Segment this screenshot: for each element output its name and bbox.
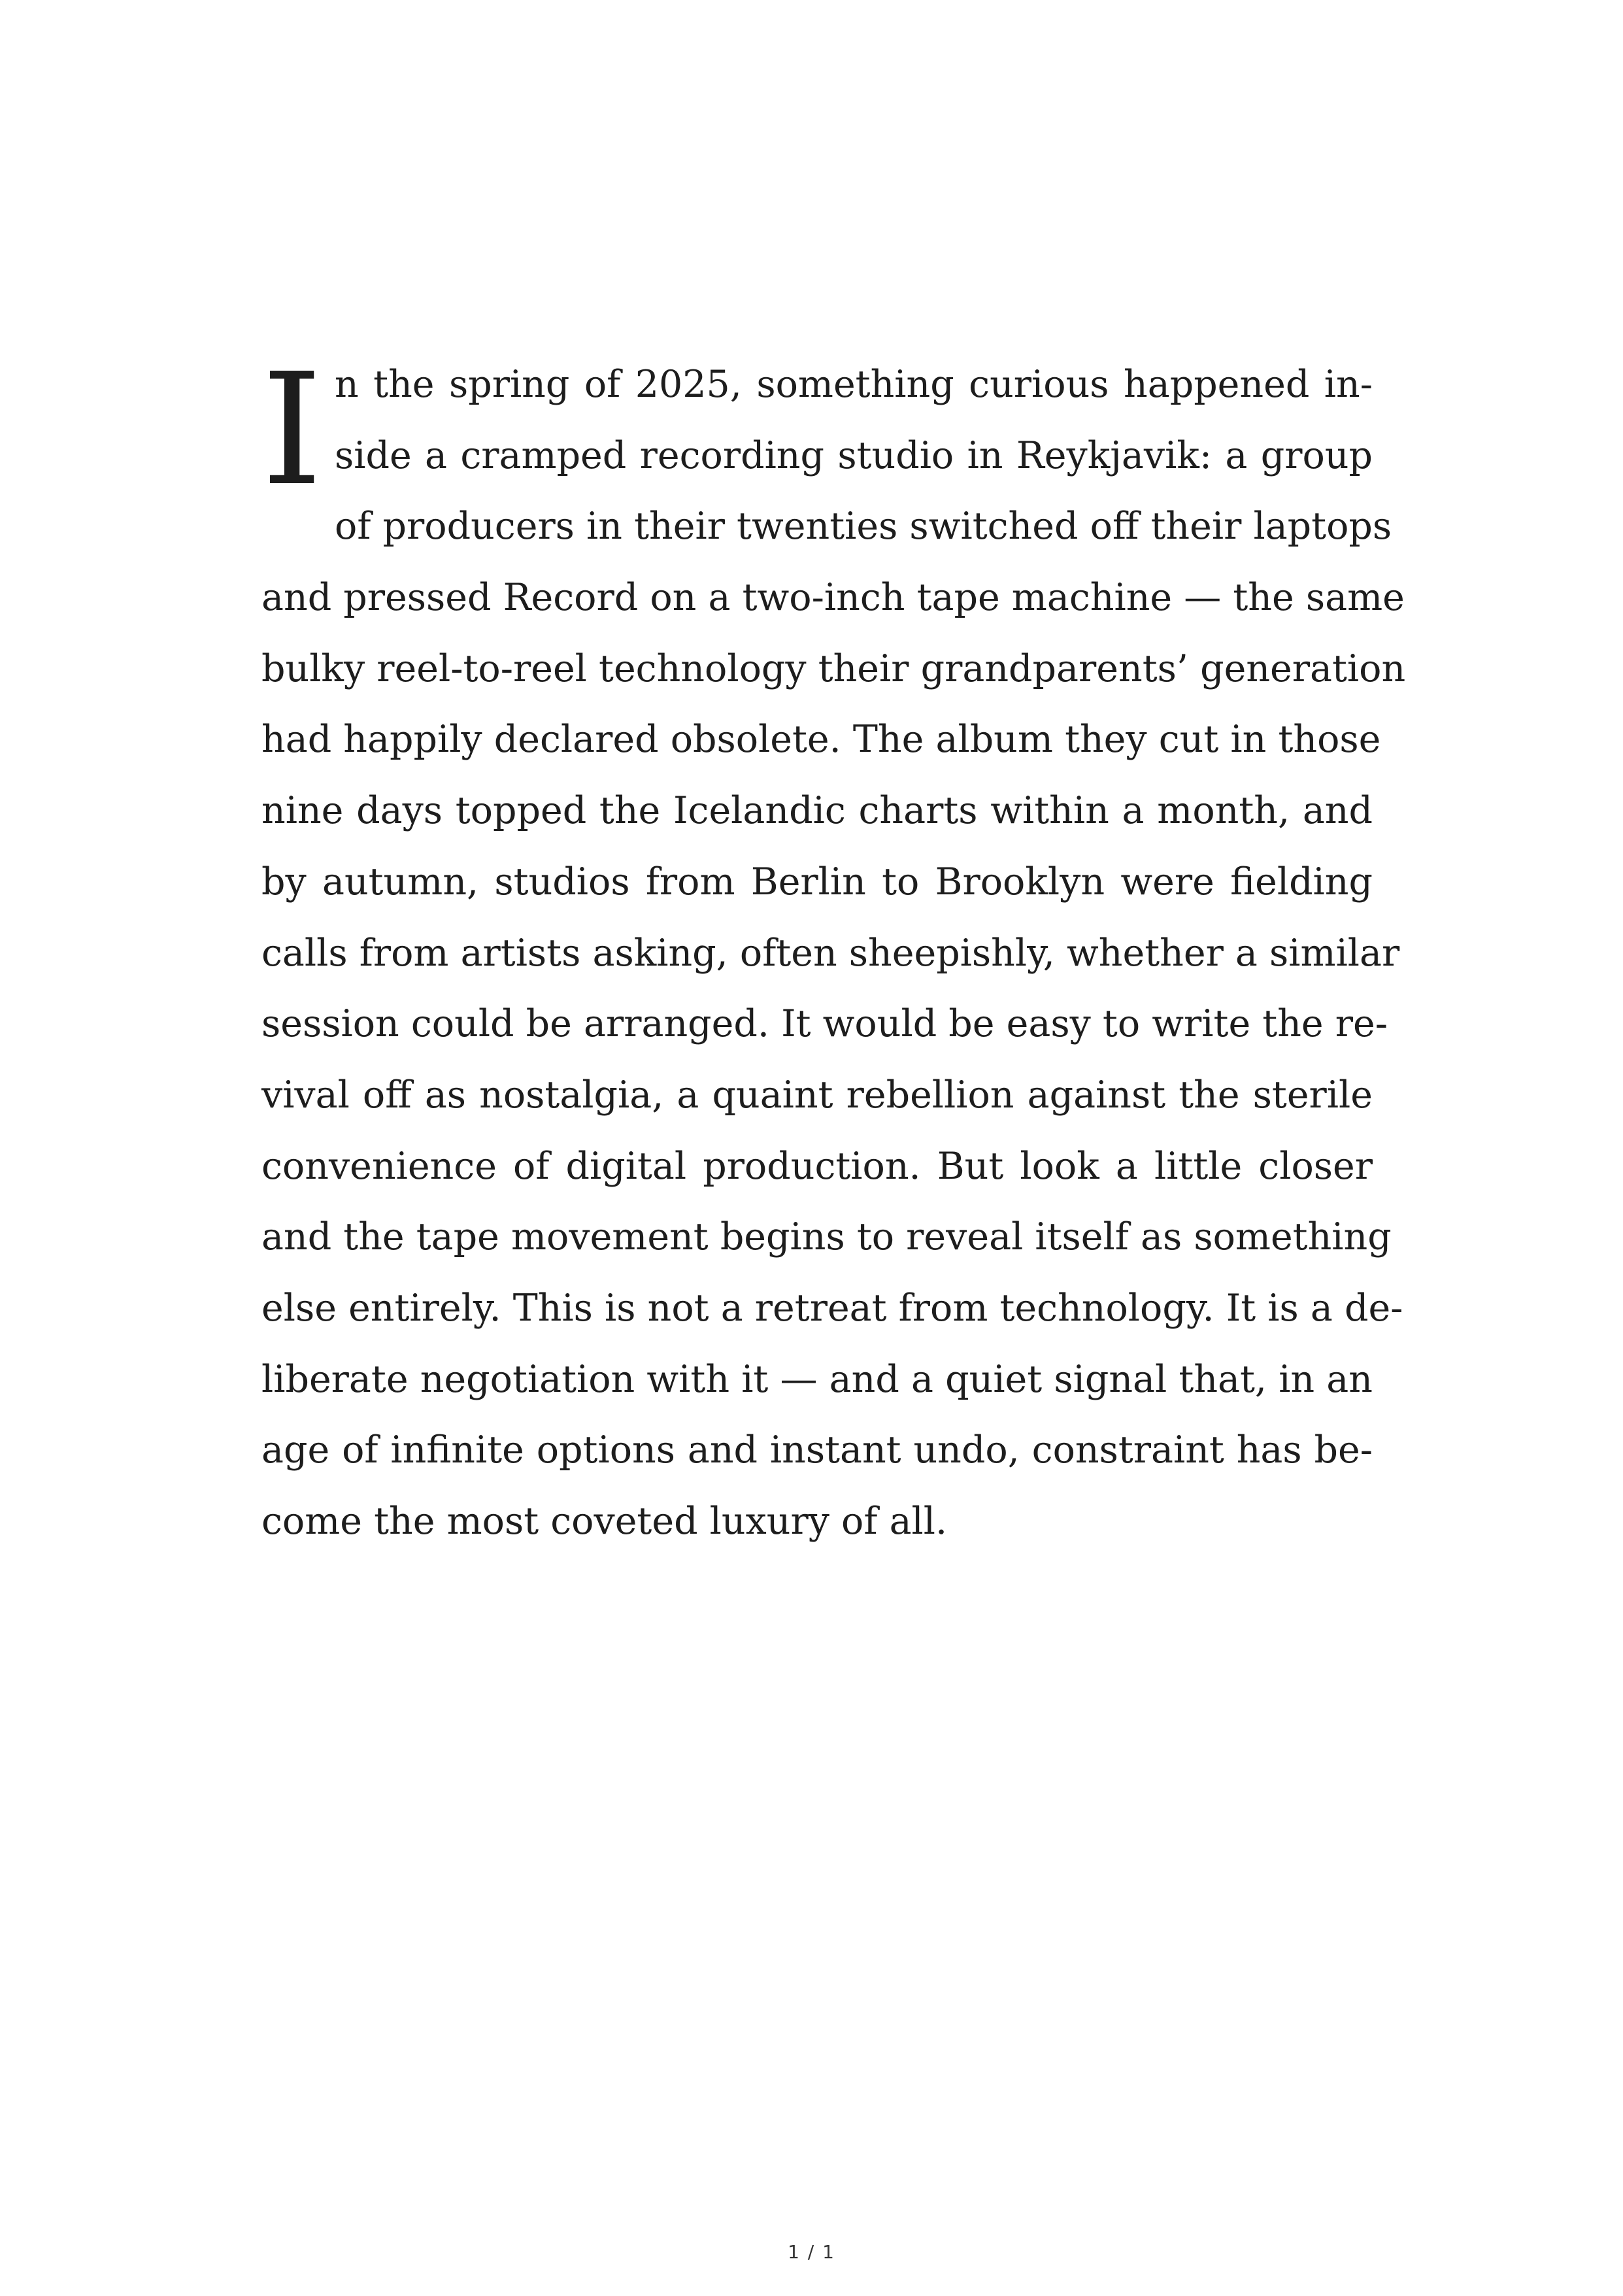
- paragraph-line: vival off as nostalgia, a quaint rebellion against the sterile: [261, 1073, 1373, 1117]
- paragraph-line: of producers in their twenties switched off their laptops: [335, 505, 1392, 549]
- paragraph-line: n the spring of 2025, something curious happened in-: [335, 363, 1373, 406]
- page-number: 1 / 1: [788, 2241, 835, 2263]
- paragraph-line: side a cramped recording studio in Reykjavik: a group: [335, 433, 1373, 477]
- paragraph-line: and pressed Record on a two-inch tape machine — the same: [261, 576, 1405, 620]
- paragraph-line: calls from artists asking, often sheepishly, whether a similar: [261, 931, 1400, 975]
- paragraph-line: session could be arranged. It would be easy to write the re-: [261, 1002, 1388, 1046]
- article-body: [261, 340, 1406, 1557]
- paragraph-line: else entirely. This is not a retreat from technology. It is a de-: [261, 1286, 1403, 1330]
- paragraph-line: nine days topped the Icelandic charts within a month, and: [261, 789, 1373, 833]
- paragraph-line: bulky reel-to-reel technology their grandparents’ generation: [261, 647, 1406, 690]
- paragraph-line: by autumn, studios from Berlin to Brooklyn were fielding: [261, 860, 1373, 903]
- drop-cap: I: [261, 340, 323, 520]
- paragraph-line: liberate negotiation with it — and a quiet signal that, in an: [261, 1357, 1373, 1401]
- paragraph-line: come the most coveted luxury of all.: [261, 1500, 948, 1543]
- paragraph-line: and the tape movement begins to reveal itself as something: [261, 1215, 1392, 1259]
- paragraph-line: age of infinite options and instant undo, constraint has be-: [261, 1428, 1373, 1472]
- paragraph-line: convenience of digital production. But look a little closer: [261, 1144, 1373, 1188]
- paragraph-line: had happily declared obsolete. The album they cut in those: [261, 718, 1381, 762]
